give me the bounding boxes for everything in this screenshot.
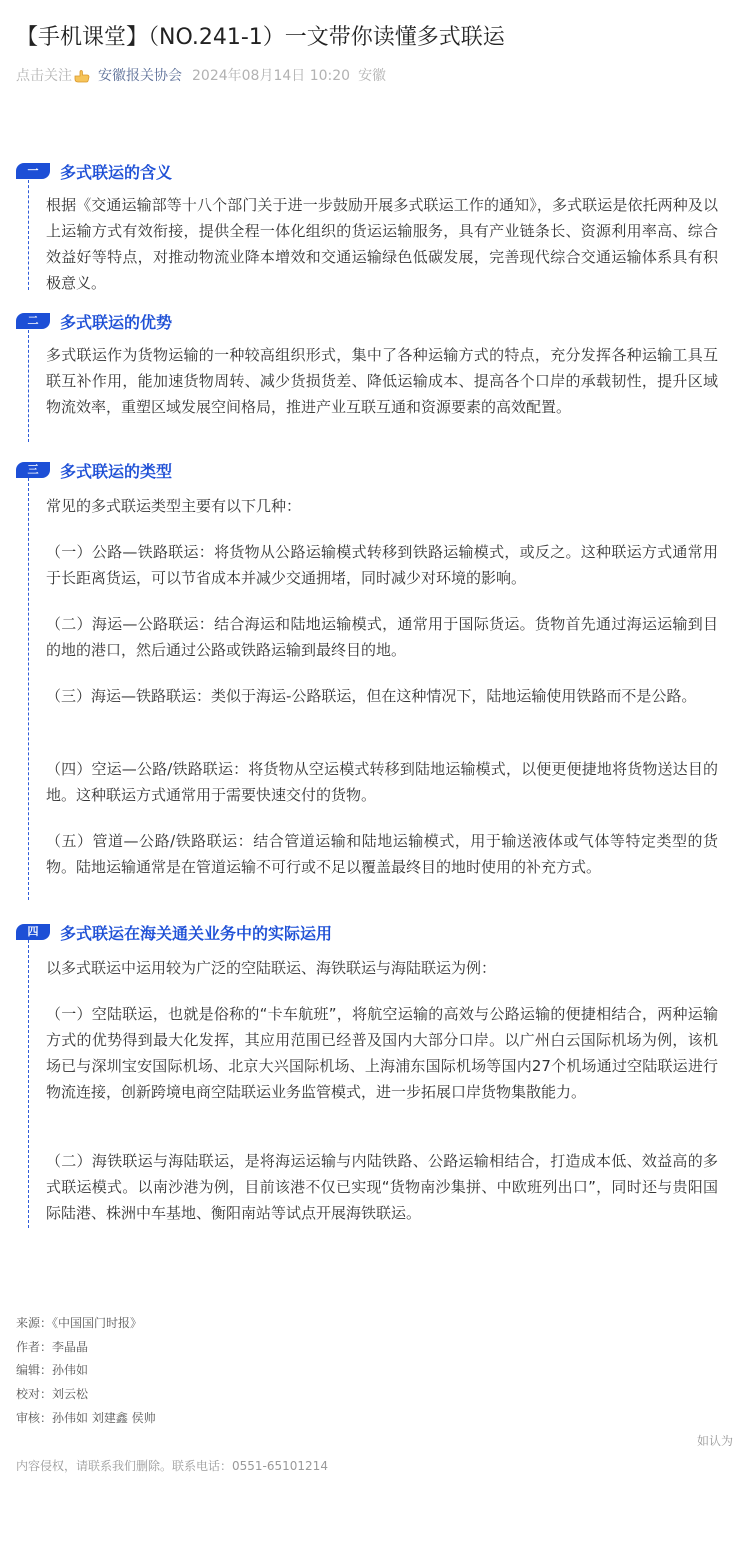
author-link[interactable]: 安徽报关协会 [98,68,182,84]
section-divider-line [28,940,29,1228]
paragraph: （二）海铁联运与海陆联运，是将海运运输与内陆铁路、公路运输相结合，打造成本低、效益高的多式联运模式。以南沙港为例，目前该港不仅已实现“货物南沙集拼、中欧班列出口”，同时还与贵阳国际陆港、株洲中车基地、衡阳南站等试点开展海铁联运。 [46,1152,718,1222]
publish-location: 安徽 [358,68,387,84]
section-heading [16,922,332,942]
section-heading [16,311,172,331]
credit-editor: 编辑：孙伟如 [16,1363,89,1377]
section-title: 多式联运的类型 [60,461,173,481]
section-heading [16,161,172,181]
section-divider-line [28,330,29,442]
paragraph: （五）管道—公路/铁路联运：结合管道运输和陆地运输模式，用于输送液体或气体等特定类型的货物。陆地运输通常是在管道运输不可行或不足以覆盖最终目的地时使用的补充方式。 [46,832,718,876]
section-badge: 二 [16,313,50,329]
paragraph: 以多式联运中运用较为广泛的空陆联运、海铁联运与海陆联运为例： [46,959,497,977]
section-divider-line [28,180,29,290]
section-title: 多式联运的含义 [60,162,173,182]
paragraph: （一）公路—铁路联运：将货物从公路运输模式转移到铁路运输模式，或反之。这种联运方式通常用于长距离货运，可以节省成本并减少交通拥堵，同时减少对环境的影响。 [46,543,718,587]
credit-source: 来源：《中国国门时报》 [16,1316,143,1330]
section-badge: 三 [16,462,50,478]
credit-reviewer: 审核：孙伟如 刘建鑫 侯帅 [16,1411,156,1425]
copyright-note: 如认为 [696,1434,733,1448]
credit-writer: 作者：李晶晶 [16,1340,89,1354]
pointing-hand-icon[interactable] [74,69,90,83]
paragraph: （四）空运—公路/铁路联运：将货物从空运模式转移到陆地运输模式，以便更便捷地将货物送达目的地。这种联运方式通常用于需要快速交付的货物。 [46,760,718,804]
paragraph: （三）海运—铁路联运：类似于海运-公路联运，但在这种情况下，陆地运输使用铁路而不是公路。 [46,687,697,705]
section-heading [16,460,172,480]
paragraph: 常见的多式联运类型主要有以下几种： [46,497,302,515]
paragraph: 多式联运作为货物运输的一种较高组织形式，集中了各种运输方式的特点，充分发挥各种运输工具互联互补作用，能加速货物周转、减少货损货差、降低运输成本、提高各个口岸的承载韧性，提升区域物流效率，重塑区域发展空间格局，推进产业互联互通和资源要素的高效配置。 [46,346,718,416]
section-divider-line [28,478,29,900]
credit-proofreader: 校对：刘云松 [16,1387,89,1401]
article-title: 【手机课堂】（NO.241-1）一文带你读懂多式联运 [16,25,505,50]
section-title: 多式联运在海关通关业务中的实际运用 [60,923,333,943]
paragraph: （一）空陆联运，也就是俗称的“卡车航班”，将航空运输的高效与公路运输的便捷相结合，两种运输方式的优势得到最大化发挥，其应用范围已经普及国内大部分口岸。以广州白云国际机场为例，该机场已与深圳宝安国际机场、北京大兴国际机场、上海浦东国际机场等国内27个机场通过空陆联运进行物流连接，创新跨境电商空陆联运业务监管模式，进一步拓展口岸货物集散能力。 [46,1005,718,1101]
publish-date: 2024年08月14日 10:20 [192,68,351,84]
section-badge: 一 [16,163,50,179]
section-title: 多式联运的优势 [60,312,173,332]
follow-label[interactable]: 点击关注 [16,68,72,84]
article-meta [16,66,386,86]
paragraph: 根据《交通运输部等十八个部门关于进一步鼓励开展多式联运工作的通知》，多式联运是依托两种及以上运输方式有效衔接，提供全程一体化组织的货运运输服务，具有产业链条长、资源利用率高、综合效益好等特点，对推动物流业降本增效和交通运输绿色低碳发展，完善现代综合交通运输体系具有积极意义。 [46,196,718,292]
section-badge: 四 [16,924,50,940]
paragraph: （二）海运—公路联运：结合海运和陆地运输模式，通常用于国际货运。货物首先通过海运运输到目的地的港口，然后通过公路或铁路运输到最终目的地。 [46,615,718,659]
disclaimer-text: 内容侵权，请联系我们删除。联系电话：0551-65101214 [16,1459,328,1473]
